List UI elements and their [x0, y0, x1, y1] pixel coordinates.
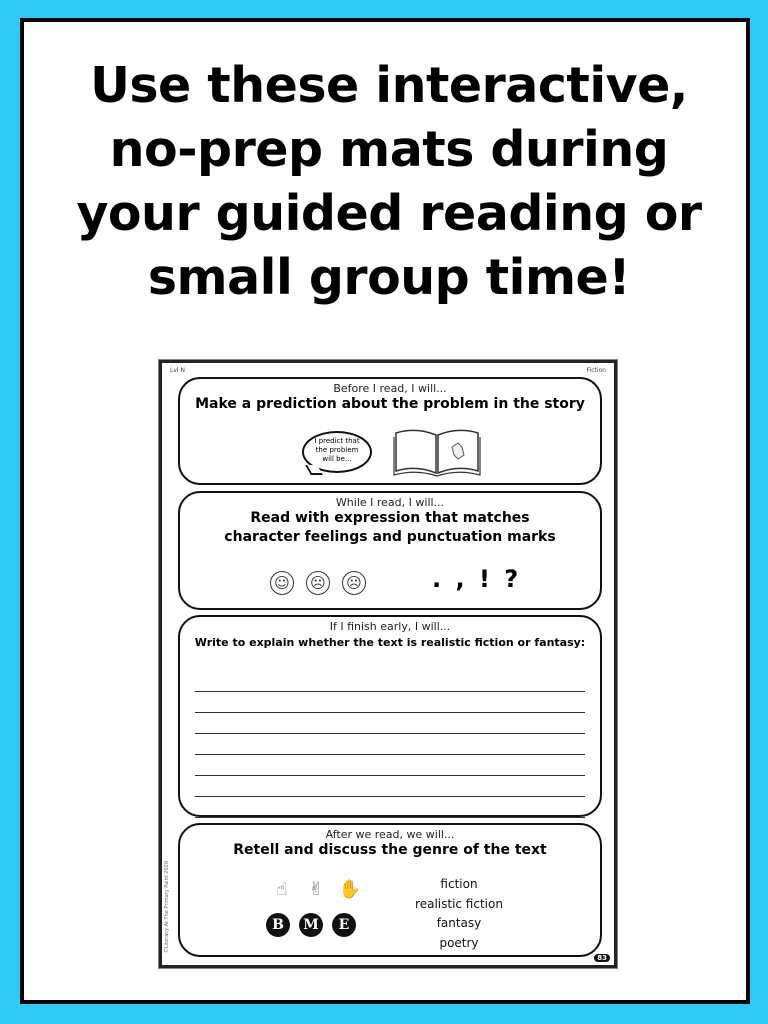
middle-badge: M: [299, 913, 323, 937]
genre-list: [404, 875, 514, 953]
genre-item: realistic fiction: [415, 896, 503, 911]
before-big-text: Make a prediction about the problem in the story: [195, 396, 585, 412]
writing-line: [195, 776, 585, 797]
writing-line: [195, 692, 585, 713]
end-badge: E: [332, 913, 356, 937]
level-label: Lvl N: [170, 367, 185, 374]
crying-face-icon: ☹: [342, 571, 366, 595]
bubble-line-2: the problem: [315, 446, 359, 454]
page-number-badge: 83: [594, 954, 610, 962]
early-small-text: If I finish early, I will...: [329, 620, 451, 633]
writing-line: [195, 755, 585, 776]
bubble-line-1: I predict that: [314, 437, 360, 445]
finger-count-icons: [268, 879, 378, 900]
writing-line: [195, 734, 585, 755]
writing-line: [195, 713, 585, 734]
punctuation-marks: . , ! ?: [432, 565, 522, 593]
genre-item: poetry: [439, 935, 479, 950]
headline: [24, 54, 754, 310]
while-reading-section: [178, 491, 602, 610]
writing-line: [195, 797, 585, 818]
speech-bubble-icon: [302, 431, 372, 473]
genre-item: fiction: [440, 877, 478, 891]
while-big-line-2: character feelings and punctuation marks: [224, 529, 556, 545]
bme-letters: [266, 913, 365, 937]
genre-label: Fiction: [586, 367, 606, 374]
headline-line-1: Use these interactive,: [90, 57, 688, 114]
writing-line: [195, 671, 585, 692]
while-big-line-1: Read with expression that matches: [250, 510, 530, 526]
before-small-text: Before I read, I will...: [333, 382, 447, 395]
reading-mat-sheet: [159, 360, 617, 968]
sad-face-icon: ☹: [306, 571, 330, 595]
early-big-text: Write to explain whether the text is realistic fiction or fantasy:: [194, 636, 586, 649]
emotion-faces: [270, 571, 378, 595]
copyright-text: ©Literacy At The Primary Paint 2020: [164, 861, 170, 953]
beginning-badge: B: [266, 913, 290, 937]
headline-line-2: no-prep mats during: [109, 121, 669, 178]
happy-face-icon: ☺: [270, 571, 294, 595]
white-frame: [20, 18, 750, 1004]
finish-early-section: [178, 615, 602, 817]
open-book-icon: [392, 425, 482, 477]
before-reading-section: [178, 377, 602, 485]
after-small-text: After we read, we will...: [325, 828, 455, 841]
headline-line-3: your guided reading or: [76, 185, 702, 242]
genre-item: fantasy: [436, 916, 482, 930]
two-fingers-icon: ✌: [308, 879, 324, 900]
after-big-text: Retell and discuss the genre of the text: [233, 842, 547, 858]
one-finger-icon: ☝: [276, 879, 288, 900]
three-fingers-icon: ✋: [338, 879, 362, 900]
while-small-text: While I read, I will...: [335, 496, 445, 509]
writing-lines: [195, 671, 585, 818]
bubble-line-3: will be...: [322, 455, 352, 463]
headline-line-4: small group time!: [147, 249, 631, 306]
after-reading-section: [178, 823, 602, 957]
